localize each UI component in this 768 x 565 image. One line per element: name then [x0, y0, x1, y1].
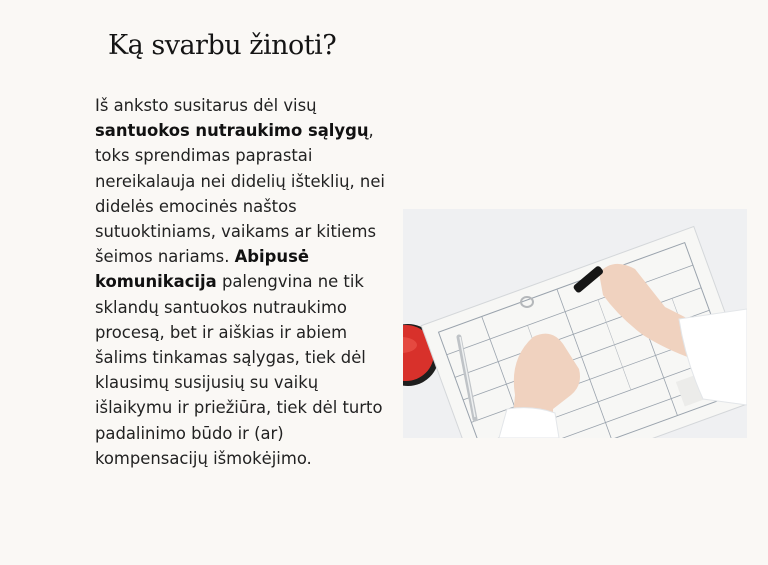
paragraph-intro: Iš anksto susitarus dėl visų [95, 96, 317, 115]
paragraph-text-1: , toks sprendimas paprastai nereikalauja nei didelių išteklių, nei didelės emocinės naštos sutuoktiniams, vaikams ar kitiems šeimos nariams. [95, 121, 385, 267]
page-title: Ką svarbu žinoti? [108, 30, 337, 61]
photo-illustration [403, 209, 747, 438]
document-signing-photo [403, 209, 747, 438]
paragraph-text-2: palengvina ne tik sklandų santuokos nutraukimo procesą, bet ir aiškias ir abiem šalims tinkamas sąlygas, tiek dėl klausimų susijusių su vaikų išlaikymu ir priežiūra, tiek dėl turto padalinimo būdo ir (ar) kompensacijų išmokėjimo. [95, 272, 383, 468]
body-paragraph [95, 93, 395, 471]
emphasis-mutual-communication: Abipusė komunikacija [95, 247, 309, 292]
emphasis-divorce-conditions: santuokos nutraukimo sąlygų [95, 121, 369, 141]
